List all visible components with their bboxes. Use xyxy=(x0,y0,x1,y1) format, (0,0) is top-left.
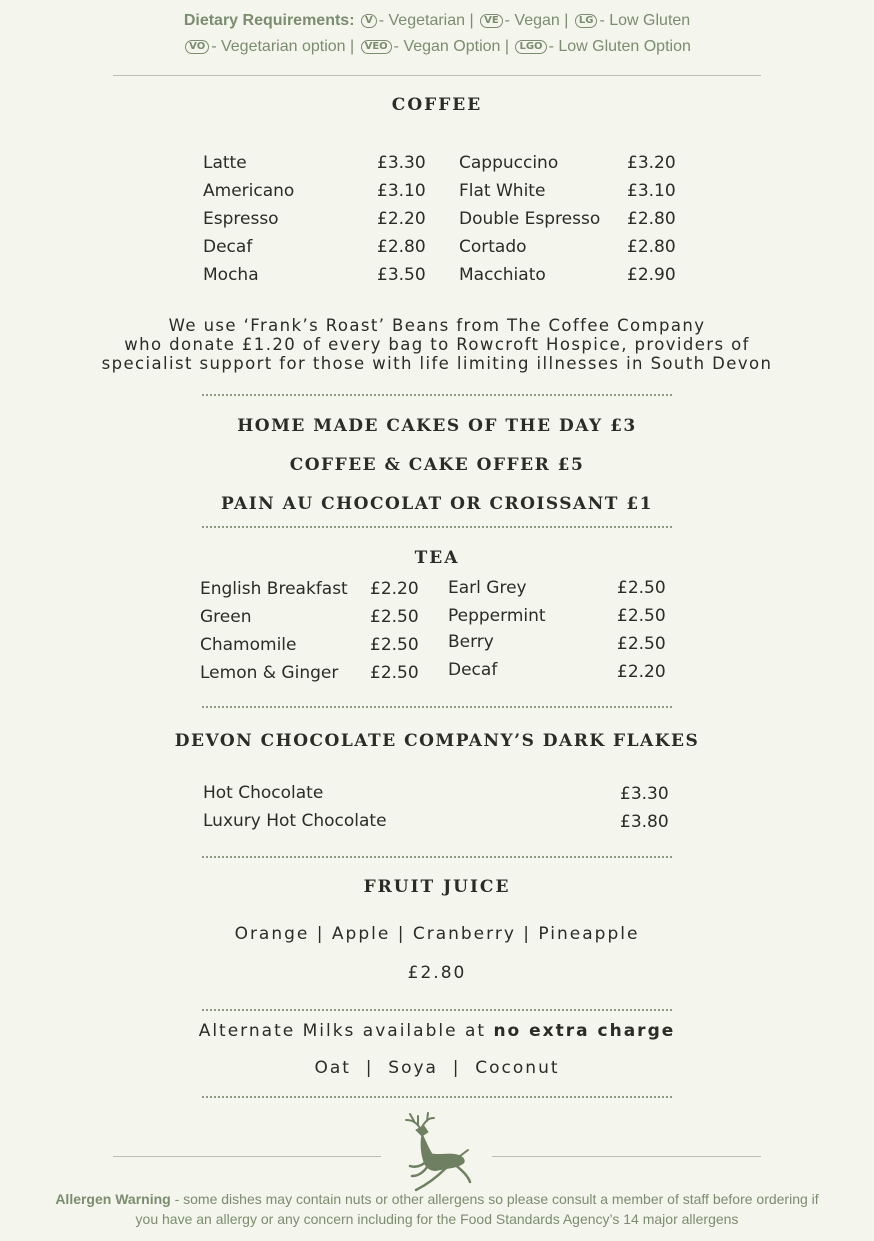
tea-heading: TEA xyxy=(414,548,460,568)
vegetarian-option-key: - Vegetarian option | xyxy=(211,38,355,55)
coffee-item-price: £2.80 xyxy=(627,237,676,257)
footer-rule-right xyxy=(492,1156,761,1157)
tea-item-price: £2.50 xyxy=(370,663,419,683)
vegan-badge: VE xyxy=(480,14,503,28)
coffee-note-line: who donate £1.20 of every bag to Rowcroft Hospice, providers of xyxy=(124,335,750,354)
dotted-divider xyxy=(202,394,672,396)
tea-item-name: Chamomile xyxy=(200,635,297,655)
milk-options: Oat | Soya | Coconut xyxy=(314,1058,560,1078)
coffee-item-price: £2.90 xyxy=(627,265,676,285)
tea-item-name: Lemon & Ginger xyxy=(200,663,339,683)
dietary-label: Dietary Requirements: xyxy=(183,12,355,29)
coffee-item-name: Mocha xyxy=(203,265,259,285)
tea-item-price: £2.20 xyxy=(617,662,666,682)
coffee-item-name: Cortado xyxy=(459,237,527,257)
pastry-offer: PAIN AU CHOCOLAT OR CROISSANT £1 xyxy=(220,494,653,514)
vegan-option-badge: VEO xyxy=(361,40,392,54)
coffee-item-name: Latte xyxy=(203,153,247,173)
coffee-item-name: Cappuccino xyxy=(459,153,559,173)
low-gluten-key: - Low Gluten xyxy=(599,12,691,29)
dotted-divider xyxy=(202,526,672,528)
tea-item-name: Earl Grey xyxy=(448,578,527,598)
coffee-heading: COFFEE xyxy=(391,95,483,115)
coffee-item-name: Espresso xyxy=(203,209,279,229)
tea-item-price: £2.50 xyxy=(370,607,419,627)
coffee-item-price: £2.20 xyxy=(377,209,426,229)
chocolate-heading: DEVON CHOCOLATE COMPANY’S DARK FLAKES xyxy=(174,731,700,751)
cakes-offer: HOME MADE CAKES OF THE DAY £3 xyxy=(237,416,637,436)
chocolate-item-price: £3.30 xyxy=(620,784,669,804)
top-divider xyxy=(113,75,761,76)
tea-item-name: Peppermint xyxy=(448,606,546,626)
coffee-item-price: £3.10 xyxy=(627,181,676,201)
tea-item-price: £2.50 xyxy=(617,634,666,654)
coffee-item-price: £2.80 xyxy=(627,209,676,229)
no-extra-charge: no extra charge xyxy=(493,1021,676,1041)
coffee-note xyxy=(0,316,874,373)
coffee-item-price: £3.30 xyxy=(377,153,426,173)
coffee-item-price: £3.20 xyxy=(627,153,676,173)
allergen-text-1: - some dishes may contain nuts or other allergens so please consult a member of staff before ordering if xyxy=(170,1191,819,1207)
juice-price: £2.80 xyxy=(407,963,467,983)
low-gluten-badge: LG xyxy=(575,14,598,28)
allergen-label: Allergen Warning xyxy=(55,1191,171,1207)
coffee-item-name: Decaf xyxy=(203,237,253,257)
coffee-note-line: We use ‘Frank’s Roast’ Beans from The Coffee Company xyxy=(168,316,706,335)
tea-item-name: Green xyxy=(200,607,252,627)
dotted-divider xyxy=(202,706,672,708)
tea-item-name: Decaf xyxy=(448,660,498,680)
coffee-item-name: Americano xyxy=(203,181,295,201)
tea-item-price: £2.50 xyxy=(617,606,666,626)
vegetarian-badge: V xyxy=(361,14,377,28)
coffee-cake-offer: COFFEE & CAKE OFFER £5 xyxy=(289,455,585,475)
chocolate-item-price: £3.80 xyxy=(620,812,669,832)
tea-item-price: £2.50 xyxy=(617,578,666,598)
allergen-text-2: you have an allergy or any concern including for the Food Standards Agency’s 14 major allergens xyxy=(135,1211,739,1227)
dotted-divider xyxy=(202,1009,672,1011)
vegetarian-key: - Vegetarian | xyxy=(378,12,474,29)
coffee-item-name: Macchiato xyxy=(459,265,546,285)
coffee-item-price: £2.80 xyxy=(377,237,426,257)
tea-item-price: £2.50 xyxy=(370,635,419,655)
dietary-key-line-2 xyxy=(0,38,874,56)
footer-rule-left xyxy=(113,1156,381,1157)
vegan-key: - Vegan | xyxy=(504,12,569,29)
leaping-stag-icon xyxy=(398,1110,474,1194)
coffee-item-name: Flat White xyxy=(459,181,546,201)
vegetarian-option-badge: VO xyxy=(185,40,209,54)
coffee-item-name: Double Espresso xyxy=(459,209,601,229)
alternate-milks-text: Alternate Milks available at xyxy=(198,1021,487,1041)
tea-item-price: £2.20 xyxy=(370,579,419,599)
coffee-item-price: £3.10 xyxy=(377,181,426,201)
alternate-milks xyxy=(0,1021,874,1041)
low-gluten-option-badge: LGO xyxy=(515,40,546,54)
dotted-divider xyxy=(202,1096,672,1098)
low-gluten-option-key: - Low Gluten Option xyxy=(548,38,691,55)
juice-flavours: Orange | Apple | Cranberry | Pineapple xyxy=(234,924,640,944)
coffee-item-price: £3.50 xyxy=(377,265,426,285)
vegan-option-key: - Vegan Option | xyxy=(393,38,510,55)
dietary-key-line-1 xyxy=(0,12,874,30)
tea-item-name: Berry xyxy=(448,632,494,652)
juice-heading: FRUIT JUICE xyxy=(363,877,511,897)
chocolate-item-name: Luxury Hot Chocolate xyxy=(203,811,387,831)
tea-item-name: English Breakfast xyxy=(200,579,348,599)
allergen-warning xyxy=(0,1189,874,1229)
dotted-divider xyxy=(202,856,672,858)
coffee-note-line: specialist support for those with life limiting illnesses in South Devon xyxy=(101,354,773,373)
chocolate-item-name: Hot Chocolate xyxy=(203,783,324,803)
